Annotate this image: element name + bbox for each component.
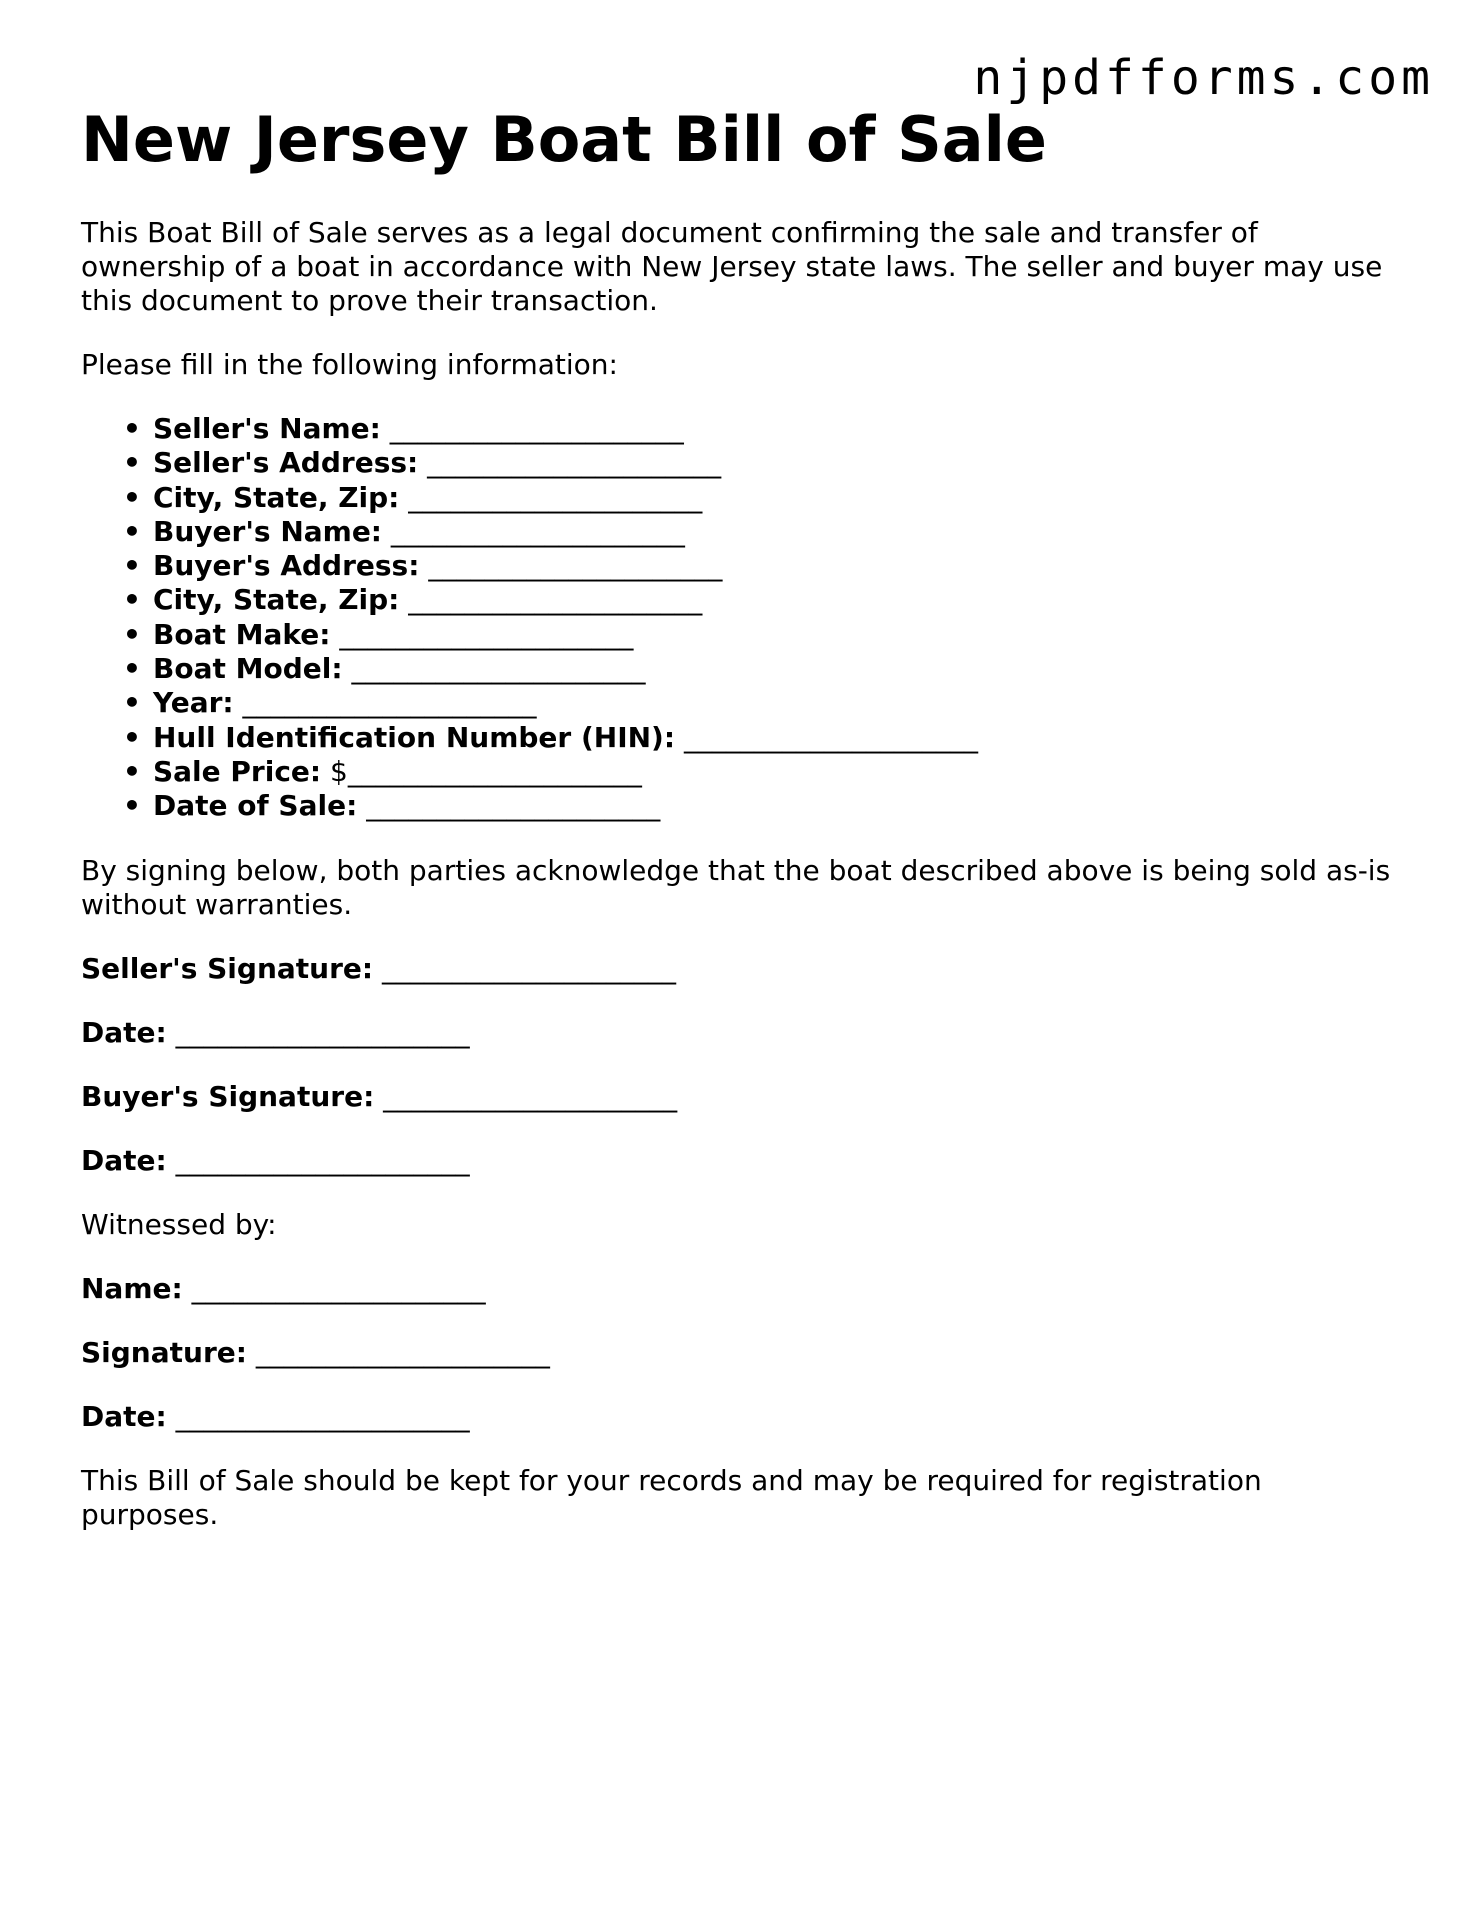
fill-in-blank[interactable]: _____________________ <box>427 446 722 480</box>
field-label: Date of Sale: <box>153 789 358 823</box>
field-label: Boat Make: <box>153 617 331 651</box>
buyer-signature-label: Buyer's Signature: <box>81 1079 375 1113</box>
witness-date-blank[interactable]: _____________________ <box>175 1399 470 1433</box>
fill-in-blank[interactable]: _____________________ <box>242 686 537 720</box>
field-buyer-city-state-zip <box>153 583 1401 617</box>
fill-in-blank[interactable]: _____________________ <box>339 617 634 651</box>
seller-date-blank[interactable]: _____________________ <box>175 1015 470 1049</box>
field-seller-city-state-zip <box>153 481 1401 515</box>
fill-in-blank[interactable]: _____________________ <box>389 412 684 445</box>
seller-signature-label: Seller's Signature: <box>81 951 374 985</box>
watermark: njpdfforms.com <box>973 50 1434 106</box>
buyer-signature-blank[interactable]: _____________________ <box>383 1079 678 1113</box>
fill-in-blank[interactable]: _____________________ <box>390 514 685 548</box>
fill-in-blank[interactable]: _____________________ <box>351 652 646 686</box>
field-label: Hull Identification Number (HIN): <box>153 720 676 754</box>
field-buyer-address <box>153 549 1401 583</box>
field-seller-name <box>153 412 1401 446</box>
field-sale-price <box>153 755 1401 789</box>
witness-signature-label: Signature: <box>81 1335 247 1369</box>
seller-date-label: Date: <box>81 1015 167 1049</box>
fill-in-blank[interactable]: _____________________ <box>366 789 661 823</box>
buyer-date-label: Date: <box>81 1143 167 1177</box>
seller-date-line <box>81 1016 1401 1050</box>
acknowledgement-paragraph: By signing below, both parties acknowledge that the boat described above is being sold as-is without warranties. <box>81 853 1391 921</box>
field-label: Buyer's Name: <box>153 514 383 548</box>
fill-in-blank[interactable]: _____________________ <box>408 480 703 514</box>
field-label: Boat Model: <box>153 652 343 686</box>
witness-heading: Witnessed by: <box>81 1207 277 1241</box>
witness-signature-line <box>81 1336 1401 1370</box>
field-list <box>81 412 1401 824</box>
witness-date-label: Date: <box>81 1399 167 1433</box>
field-date-of-sale <box>153 789 1401 823</box>
fill-in-blank[interactable]: _____________________ <box>428 549 723 583</box>
buyer-date-blank[interactable]: _____________________ <box>175 1143 470 1177</box>
fill-in-prompt: Please fill in the following information: <box>81 348 618 381</box>
field-label: Year: <box>153 686 234 720</box>
fill-in-blank[interactable]: _____________________ <box>683 720 978 754</box>
intro-paragraph: This Boat Bill of Sale serves as a legal document confirming the sale and transfer of ownership of a boat in accordance with New Jersey state laws. The seller and buyer may use this document to prove their transaction. <box>81 216 1383 317</box>
field-boat-make <box>153 618 1401 652</box>
fill-in-blank[interactable]: _____________________ <box>347 754 642 788</box>
witness-date-line <box>81 1400 1401 1434</box>
field-label: City, State, Zip: <box>153 583 400 617</box>
field-label: Buyer's Address: <box>153 549 420 583</box>
witness-name-line <box>81 1272 1401 1306</box>
field-label: Sale Price: <box>153 754 322 788</box>
witness-name-label: Name: <box>81 1271 183 1305</box>
field-label: Seller's Address: <box>153 446 419 480</box>
field-year <box>153 686 1401 720</box>
buyer-date-line <box>81 1144 1401 1178</box>
witness-signature-blank[interactable]: _____________________ <box>255 1335 550 1369</box>
fill-in-blank[interactable]: _____________________ <box>408 583 703 617</box>
page-title: New Jersey Boat Bill of Sale <box>81 103 1047 176</box>
buyer-signature-line <box>81 1080 1401 1114</box>
field-label: Seller's Name: <box>153 412 381 445</box>
field-buyer-name <box>153 515 1401 549</box>
witness-name-blank[interactable]: _____________________ <box>191 1271 486 1305</box>
field-label: City, State, Zip: <box>153 480 400 514</box>
seller-signature-line <box>81 952 1401 986</box>
field-hin <box>153 721 1401 755</box>
seller-signature-blank[interactable]: _____________________ <box>382 951 676 985</box>
document-body <box>81 100 1401 1532</box>
closing-paragraph: This Bill of Sale should be kept for your records and may be required for registration purposes. <box>81 1463 1262 1531</box>
field-boat-model <box>153 652 1401 686</box>
field-seller-address <box>153 446 1401 480</box>
field-prefix: $ <box>330 754 348 788</box>
